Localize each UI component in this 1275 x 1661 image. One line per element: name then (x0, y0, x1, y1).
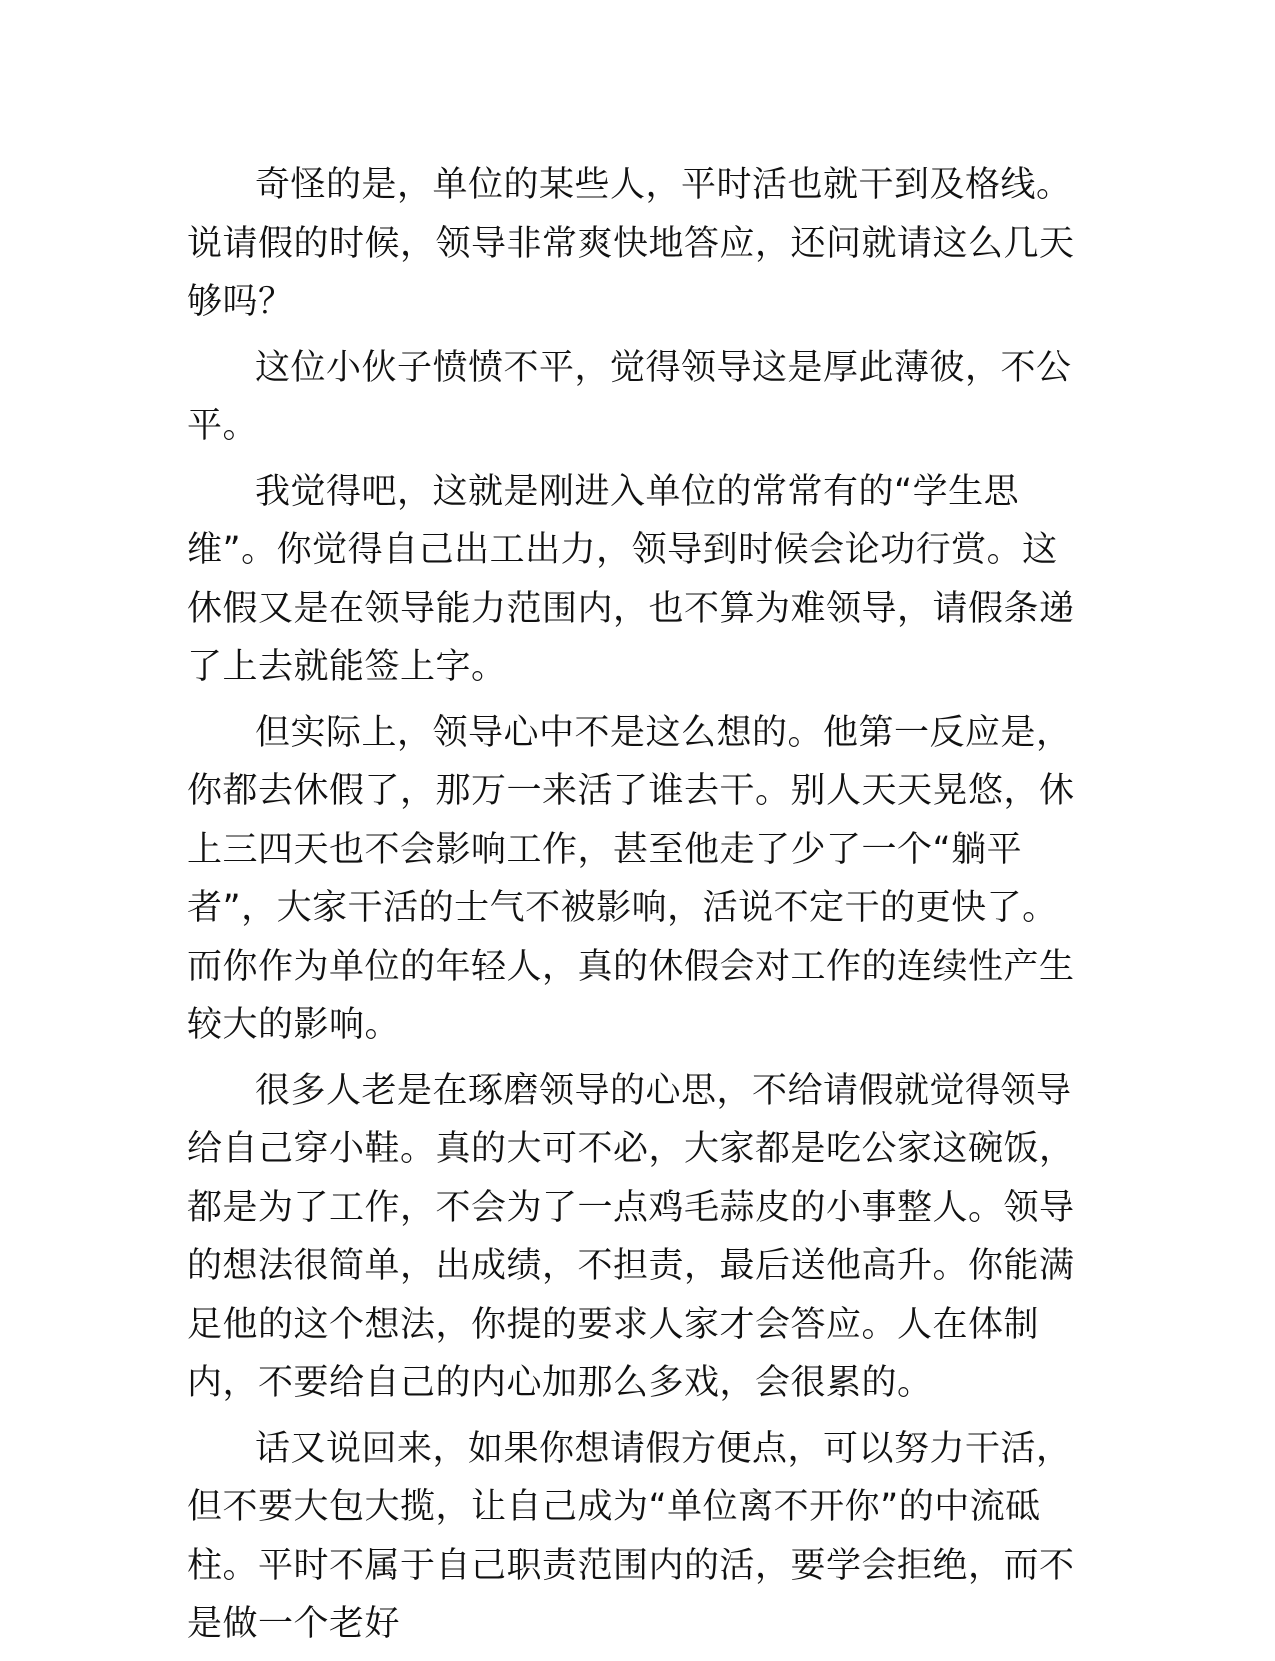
paragraph: 奇怪的是，单位的某些人，平时活也就干到及格线。说请假的时候，领导非常爽快地答应，还问就请这么几天够吗？ (187, 165, 1075, 322)
paragraph: 我觉得吧，这就是刚进入单位的常常有的“学生思维”。你觉得自己出工出力，领导到时候会论功行赏。这休假又是在领导能力范围内，也不算为难领导，请假条递了上去就能签上字。 (187, 471, 1075, 687)
document-body (187, 156, 1087, 1661)
paragraph: 但实际上，领导心中不是这么想的。他第一反应是，你都去休假了，那万一来活了谁去干。别人天天晃悠，休上三四天也不会影响工作，甚至他走了少了一个“躺平者”，大家干活的士气不被影响，活说不定干的更快了。而你作为单位的年轻人，真的休假会对工作的连续性产生较大的影响。 (187, 712, 1075, 1045)
paragraph: 很多人老是在琢磨领导的心思，不给请假就觉得领导给自己穿小鞋。真的大可不必，大家都是吃公家这碗饭，都是为了工作，不会为了一点鸡毛蒜皮的小事整人。领导的想法很简单，出成绩，不担责，最后送他高升。你能满足他的这个想法，你提的要求人家才会答应。人在体制内，不要给自己的内心加那么多戏，会很累的。 (187, 1070, 1075, 1403)
paragraph: 话又说回来，如果你想请假方便点，可以努力干活，但不要大包大揽，让自己成为“单位离不开你”的中流砥柱。平时不属于自己职责范围内的活，要学会拒绝，而不是做一个老好 (187, 1428, 1075, 1644)
paragraph: 这位小伙子愤愤不平，觉得领导这是厚此薄彼，不公平。 (187, 347, 1072, 446)
